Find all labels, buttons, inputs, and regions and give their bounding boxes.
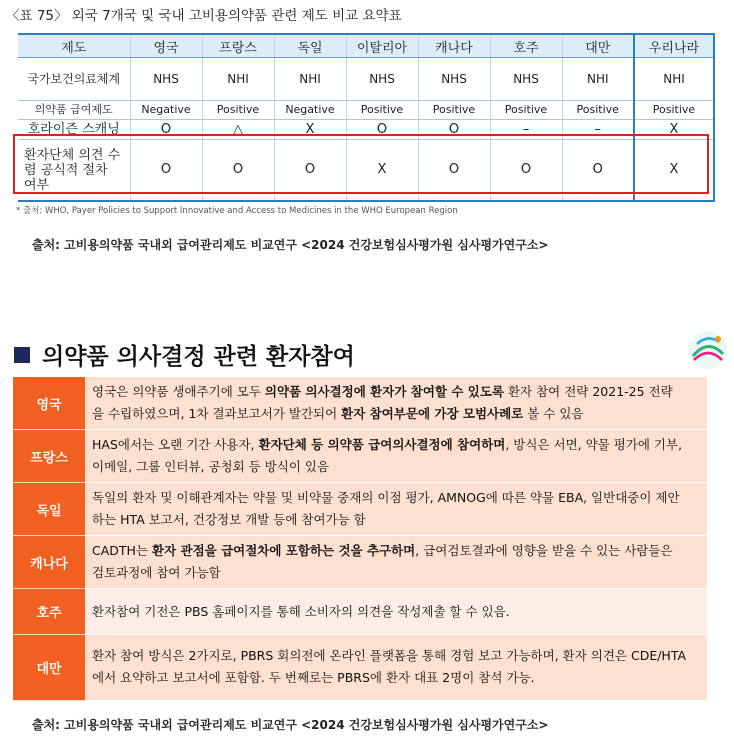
table-cell: Negative — [130, 101, 202, 120]
description-line — [92, 645, 699, 667]
country-description — [85, 536, 707, 589]
table-cell: O — [130, 120, 202, 140]
table-cell: O — [562, 140, 634, 202]
emphasis-text: 의약품 의사결정에 환자가 참여할 수 있도록 — [264, 384, 504, 399]
body-text: 영국은 의약품 생애주기에 모두 — [92, 384, 265, 399]
comparison-table — [18, 33, 715, 202]
country-label: 대만 — [13, 635, 85, 701]
description-line — [92, 434, 699, 456]
emphasis-text: 환자단체 등 의약품 급여의사결정에 참여하며 — [258, 437, 506, 452]
source-citation: 출처: 고비용의약품 국내외 급여관리제도 비교연구 <2024 건강보험심사평가원 심사평가연구소> — [32, 238, 549, 252]
row-label: 의약품 급여제도 — [18, 101, 130, 120]
header-cell: 독일 — [274, 34, 346, 58]
body-text: CADTH는 — [92, 543, 152, 558]
country-label: 캐나다 — [13, 536, 85, 589]
table-cell: O — [274, 140, 346, 202]
header-cell: 이탈리아 — [346, 34, 418, 58]
body-text: 환자참여 기전은 PBS 홈페이지를 통해 소비자의 의견을 작성제출 할 수 있음. — [92, 604, 510, 619]
table-header-row — [18, 34, 714, 58]
table-cell: – — [490, 120, 562, 140]
body-text: , 급여검토결과에 영향을 받을 수 있는 사람들은 — [415, 543, 673, 558]
country-row — [13, 377, 707, 430]
emphasis-text: 환자 관점을 급여절차에 포함하는 것을 추구하며 — [152, 543, 416, 558]
table-cell: △ — [202, 120, 274, 140]
description-line — [92, 456, 699, 478]
table-cell: NHI — [562, 58, 634, 101]
header-cell: 제도 — [18, 34, 130, 58]
header-cell: 대만 — [562, 34, 634, 58]
country-row — [13, 483, 707, 536]
body-text: 을 수립하였으며, 1차 결과보고서가 발간되어 — [92, 406, 342, 421]
header-cell: 캐나다 — [418, 34, 490, 58]
country-description — [85, 589, 707, 635]
body-text: 이메일, 그룹 인터뷰, 공청회 등 방식이 있음 — [92, 459, 330, 474]
country-row — [13, 430, 707, 483]
body-text: 검토과정에 참여 가능함 — [92, 565, 221, 580]
body-text: 독일의 환자 및 이해관계자는 약물 및 비약물 중재의 이점 평가, AMNOG에 따른 약물 EBA, 일반대중이 제안 — [92, 490, 680, 505]
header-cell: 영국 — [130, 34, 202, 58]
country-label: 호주 — [13, 589, 85, 635]
table-cell: Positive — [346, 101, 418, 120]
table-cell: O — [418, 120, 490, 140]
section-title — [14, 338, 355, 371]
table-cell: O — [130, 140, 202, 202]
table-cell: X — [274, 120, 346, 140]
table-cell: O — [418, 140, 490, 202]
table-cell: X — [634, 120, 714, 140]
table-footnote: * 출처: WHO, Payer Policies to Support Innovative and Access to Medicines in the WHO European Region — [16, 206, 458, 216]
table-caption: 〈표 75〉 외국 7개국 및 국내 고비용의약품 관련 제도 비교 요약표 — [6, 8, 402, 24]
header-cell-korea: 우리나라 — [634, 34, 714, 58]
description-line — [92, 601, 699, 623]
table-cell: Positive — [562, 101, 634, 120]
emphasis-text: 환자 참여부문에 가장 모범사례로 — [341, 406, 524, 421]
country-row — [13, 536, 707, 589]
body-text: , 방식은 서면, 약물 평가에 기부, — [505, 437, 683, 452]
source-citation-bottom: 출처: 고비용의약품 국내외 급여관리제도 비교연구 <2024 건강보험심사평가원 심사평가연구소> — [32, 718, 549, 732]
table-cell: O — [346, 120, 418, 140]
table-cell: NHS — [490, 58, 562, 101]
description-line — [92, 487, 699, 509]
country-label: 독일 — [13, 483, 85, 536]
table-cell: Positive — [634, 101, 714, 120]
country-description — [85, 483, 707, 536]
square-bullet-icon — [14, 347, 30, 363]
body-text: 환자 참여 전략 2021-25 전략 — [504, 384, 673, 399]
country-row — [13, 635, 707, 701]
table-cell: O — [202, 140, 274, 202]
description-line — [92, 667, 699, 689]
table-row — [18, 120, 714, 140]
table-row — [18, 101, 714, 120]
table-cell: Positive — [490, 101, 562, 120]
description-line — [92, 540, 699, 562]
body-text: 에서 요약하고 보고서에 포함함. 두 번째로는 PBRS에 환자 대표 2명이 참석 가능. — [92, 670, 535, 685]
table-cell: Positive — [202, 101, 274, 120]
table-row — [18, 140, 714, 202]
table-cell: X — [346, 140, 418, 202]
table-cell: NHI — [634, 58, 714, 101]
table-cell: O — [490, 140, 562, 202]
header-cell: 호주 — [490, 34, 562, 58]
country-row — [13, 589, 707, 635]
header-cell: 프랑스 — [202, 34, 274, 58]
description-line — [92, 562, 699, 584]
body-text: 볼 수 있음 — [523, 406, 584, 421]
table-cell: NHI — [202, 58, 274, 101]
country-label: 프랑스 — [13, 430, 85, 483]
row-label: 호라이즌 스캐닝 — [18, 120, 130, 140]
country-description — [85, 430, 707, 483]
description-line — [92, 403, 699, 425]
table-cell: – — [562, 120, 634, 140]
body-text: 하는 HTA 보고서, 건강정보 개발 등에 참여가능 함 — [92, 512, 366, 527]
description-line — [92, 509, 699, 531]
table-cell: Positive — [418, 101, 490, 120]
body-text: HAS에서는 오랜 기간 사용자, — [92, 437, 259, 452]
table-cell: NHS — [418, 58, 490, 101]
table-cell: NHS — [346, 58, 418, 101]
row-label: 국가보건의료체계 — [18, 58, 130, 101]
country-description — [85, 377, 707, 430]
country-description — [85, 635, 707, 701]
row-label: 환자단체 의견 수렴 공식적 절차 여부 — [18, 140, 130, 202]
table-cell: NHS — [130, 58, 202, 101]
country-label: 영국 — [13, 377, 85, 430]
table-cell: Negative — [274, 101, 346, 120]
table-cell: X — [634, 140, 714, 202]
campaign-logo-icon — [688, 330, 728, 370]
table-cell: NHI — [274, 58, 346, 101]
section-title-text: 의약품 의사결정 관련 환자참여 — [42, 344, 355, 370]
description-line — [92, 381, 699, 403]
body-text: 환자 참여 방식은 2가지로, PBRS 회의전에 온라인 플랫폼을 통해 경험 보고 가능하며, 환자 의견은 CDE/HTA — [92, 648, 687, 663]
table-row — [18, 58, 714, 101]
